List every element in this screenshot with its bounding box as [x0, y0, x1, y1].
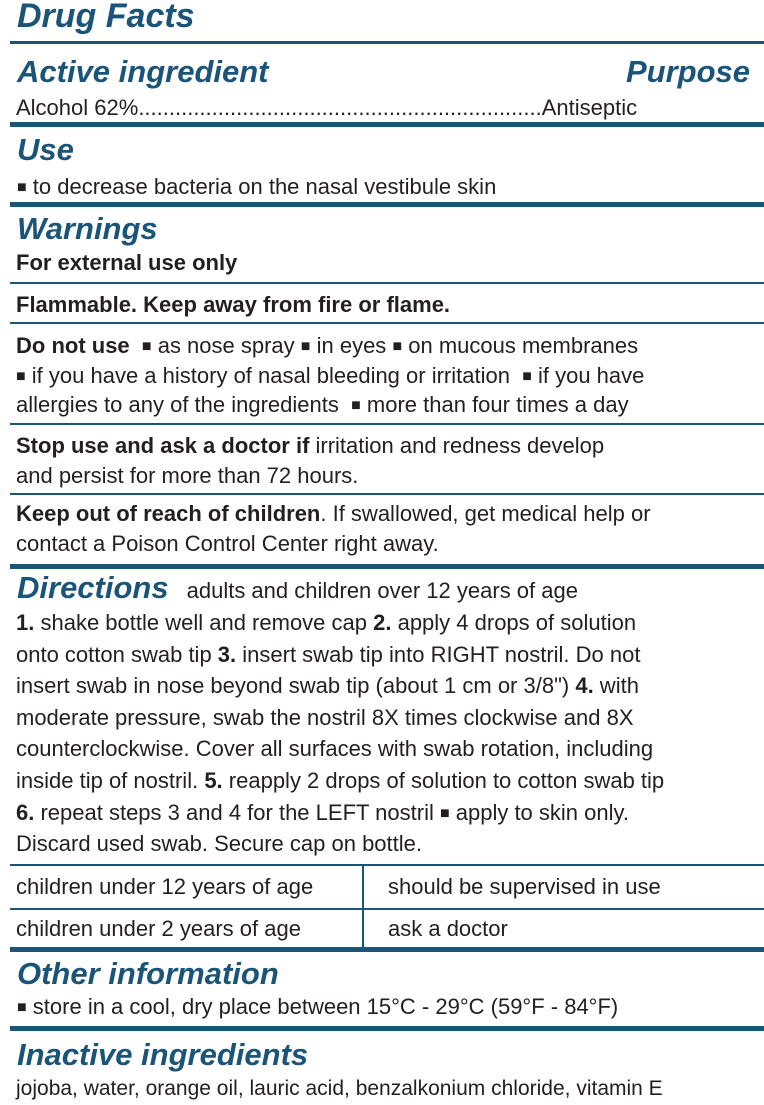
step-text: counterclockwise. Cover all surfaces with swab rotation, including [16, 736, 654, 762]
bullet-icon: ■ [17, 999, 27, 1016]
step-text: Discard used swab. Secure cap on bottle. [16, 831, 423, 857]
table-divider [10, 864, 764, 866]
do-not-use-item: more than four times a day [366, 392, 629, 417]
step-text: apply 4 drops of solution [391, 610, 637, 635]
directions-step-line [16, 639, 640, 671]
bullet-icon: ■ [300, 338, 311, 355]
drug-facts-title: Drug Facts [17, 0, 195, 35]
step-text: apply to skin only. [449, 799, 629, 825]
step-number: 1. [16, 610, 35, 635]
step-text: with [593, 673, 639, 699]
age-table-what: ask a doctor [388, 916, 508, 941]
step-text: insert swab in nose beyond swab tip (about 1 cm or 3/8") [16, 673, 576, 699]
step-text: inside tip of nostril. [16, 768, 205, 793]
directions-step-line [16, 702, 634, 734]
stop-use-text: irritation and redness develop [309, 433, 605, 458]
bullet-icon: ■ [17, 179, 27, 196]
use-heading: Use [17, 132, 74, 167]
storage-text: store in a cool, dry place between 15°C - 29°C (59°F - 84°F) [32, 994, 619, 1019]
use-line [17, 171, 496, 206]
table-column-divider [362, 866, 364, 948]
do-not-use-item: allergies to any of the ingredients [16, 392, 339, 417]
active-ingredient-heading: Active ingredient [17, 54, 269, 89]
active-ingredient-purpose: Antiseptic [541, 95, 638, 120]
bullet-icon: ■ [351, 397, 361, 414]
bullet-icon: ■ [439, 804, 450, 822]
directions-step-line [16, 765, 664, 797]
other-information-line [17, 991, 618, 1026]
stop-use-line-2: and persist for more than 72 hours. [16, 463, 359, 488]
do-not-use-label: Do not use [16, 333, 130, 358]
leader-dots: .................................................................. [138, 95, 542, 120]
directions-intro: adults and children over 12 years of age [186, 578, 578, 603]
external-use-text: For external use only [16, 250, 238, 275]
step-number: 3. [217, 641, 237, 667]
active-ingredient-name: Alcohol 62% [16, 95, 139, 120]
other-information-heading: Other information [17, 956, 279, 991]
keep-out-line-1 [16, 498, 651, 530]
inactive-ingredients-text: jojoba, water, orange oil, lauric acid, benzalkonium chloride, vitamin E [16, 1077, 663, 1100]
directions-step-line [16, 797, 629, 832]
step-text: shake bottle well and remove cap [34, 610, 374, 635]
directions-heading: Directions [17, 570, 169, 605]
bullet-icon: ■ [16, 368, 26, 385]
directions-step-line [16, 733, 653, 765]
age-table-who: children under 2 years of age [16, 916, 301, 941]
inactive-ingredients-heading: Inactive ingredients [17, 1037, 309, 1072]
do-not-use-item: as nose spray [157, 333, 295, 358]
warnings-heading: Warnings [17, 211, 158, 246]
step-number: 2. [373, 610, 392, 635]
step-number: 5. [204, 768, 223, 793]
section-divider [10, 202, 764, 207]
do-not-use-item: in eyes [316, 333, 387, 358]
section-divider [10, 122, 764, 127]
age-table-what: should be supervised in use [388, 874, 661, 899]
table-divider [10, 908, 764, 910]
step-number: 6. [16, 799, 35, 825]
warning-divider [10, 423, 764, 425]
purpose-heading: Purpose [625, 54, 750, 89]
directions-header-line [17, 570, 578, 607]
keep-out-line-2: contact a Poison Control Center right away. [16, 531, 439, 556]
step-text: repeat steps 3 and 4 for the LEFT nostril [34, 799, 440, 825]
bullet-icon: ■ [522, 368, 532, 385]
keep-out-label: Keep out of reach of children [16, 501, 321, 526]
bullet-icon: ■ [141, 338, 152, 355]
use-text: to decrease bacteria on the nasal vestibule skin [32, 174, 497, 199]
step-text: insert swab tip into RIGHT nostril. Do not [236, 641, 641, 667]
directions-step-line [16, 670, 639, 702]
warning-divider [10, 322, 764, 324]
keep-out-text: . If swallowed, get medical help or [320, 501, 651, 526]
section-divider [10, 947, 764, 952]
stop-use-label: Stop use and ask a doctor if [16, 433, 310, 458]
warning-divider [10, 493, 764, 495]
section-divider [10, 1026, 764, 1031]
do-not-use-line-3 [16, 389, 629, 424]
stop-use-line-1 [16, 430, 604, 462]
do-not-use-item: if you have a history of nasal bleeding or irritation [31, 363, 510, 388]
directions-step-line [16, 607, 636, 639]
directions-step-line [16, 828, 422, 860]
flammable-text: Flammable. Keep away from fire or flame. [16, 292, 451, 317]
bullet-icon: ■ [392, 338, 403, 355]
step-text: onto cotton swab tip [16, 641, 218, 667]
active-ingredient-line [16, 92, 637, 124]
step-text: reapply 2 drops of solution to cotton swab tip [222, 768, 665, 793]
do-not-use-item: if you have [537, 363, 645, 388]
section-divider [10, 564, 764, 569]
step-number: 4. [575, 673, 594, 699]
title-divider [10, 41, 764, 44]
warning-divider [10, 282, 764, 284]
age-table-who: children under 12 years of age [16, 874, 314, 899]
do-not-use-item: on mucous membranes [408, 333, 639, 358]
step-text: moderate pressure, swab the nostril 8X times clockwise and 8X [16, 704, 634, 730]
